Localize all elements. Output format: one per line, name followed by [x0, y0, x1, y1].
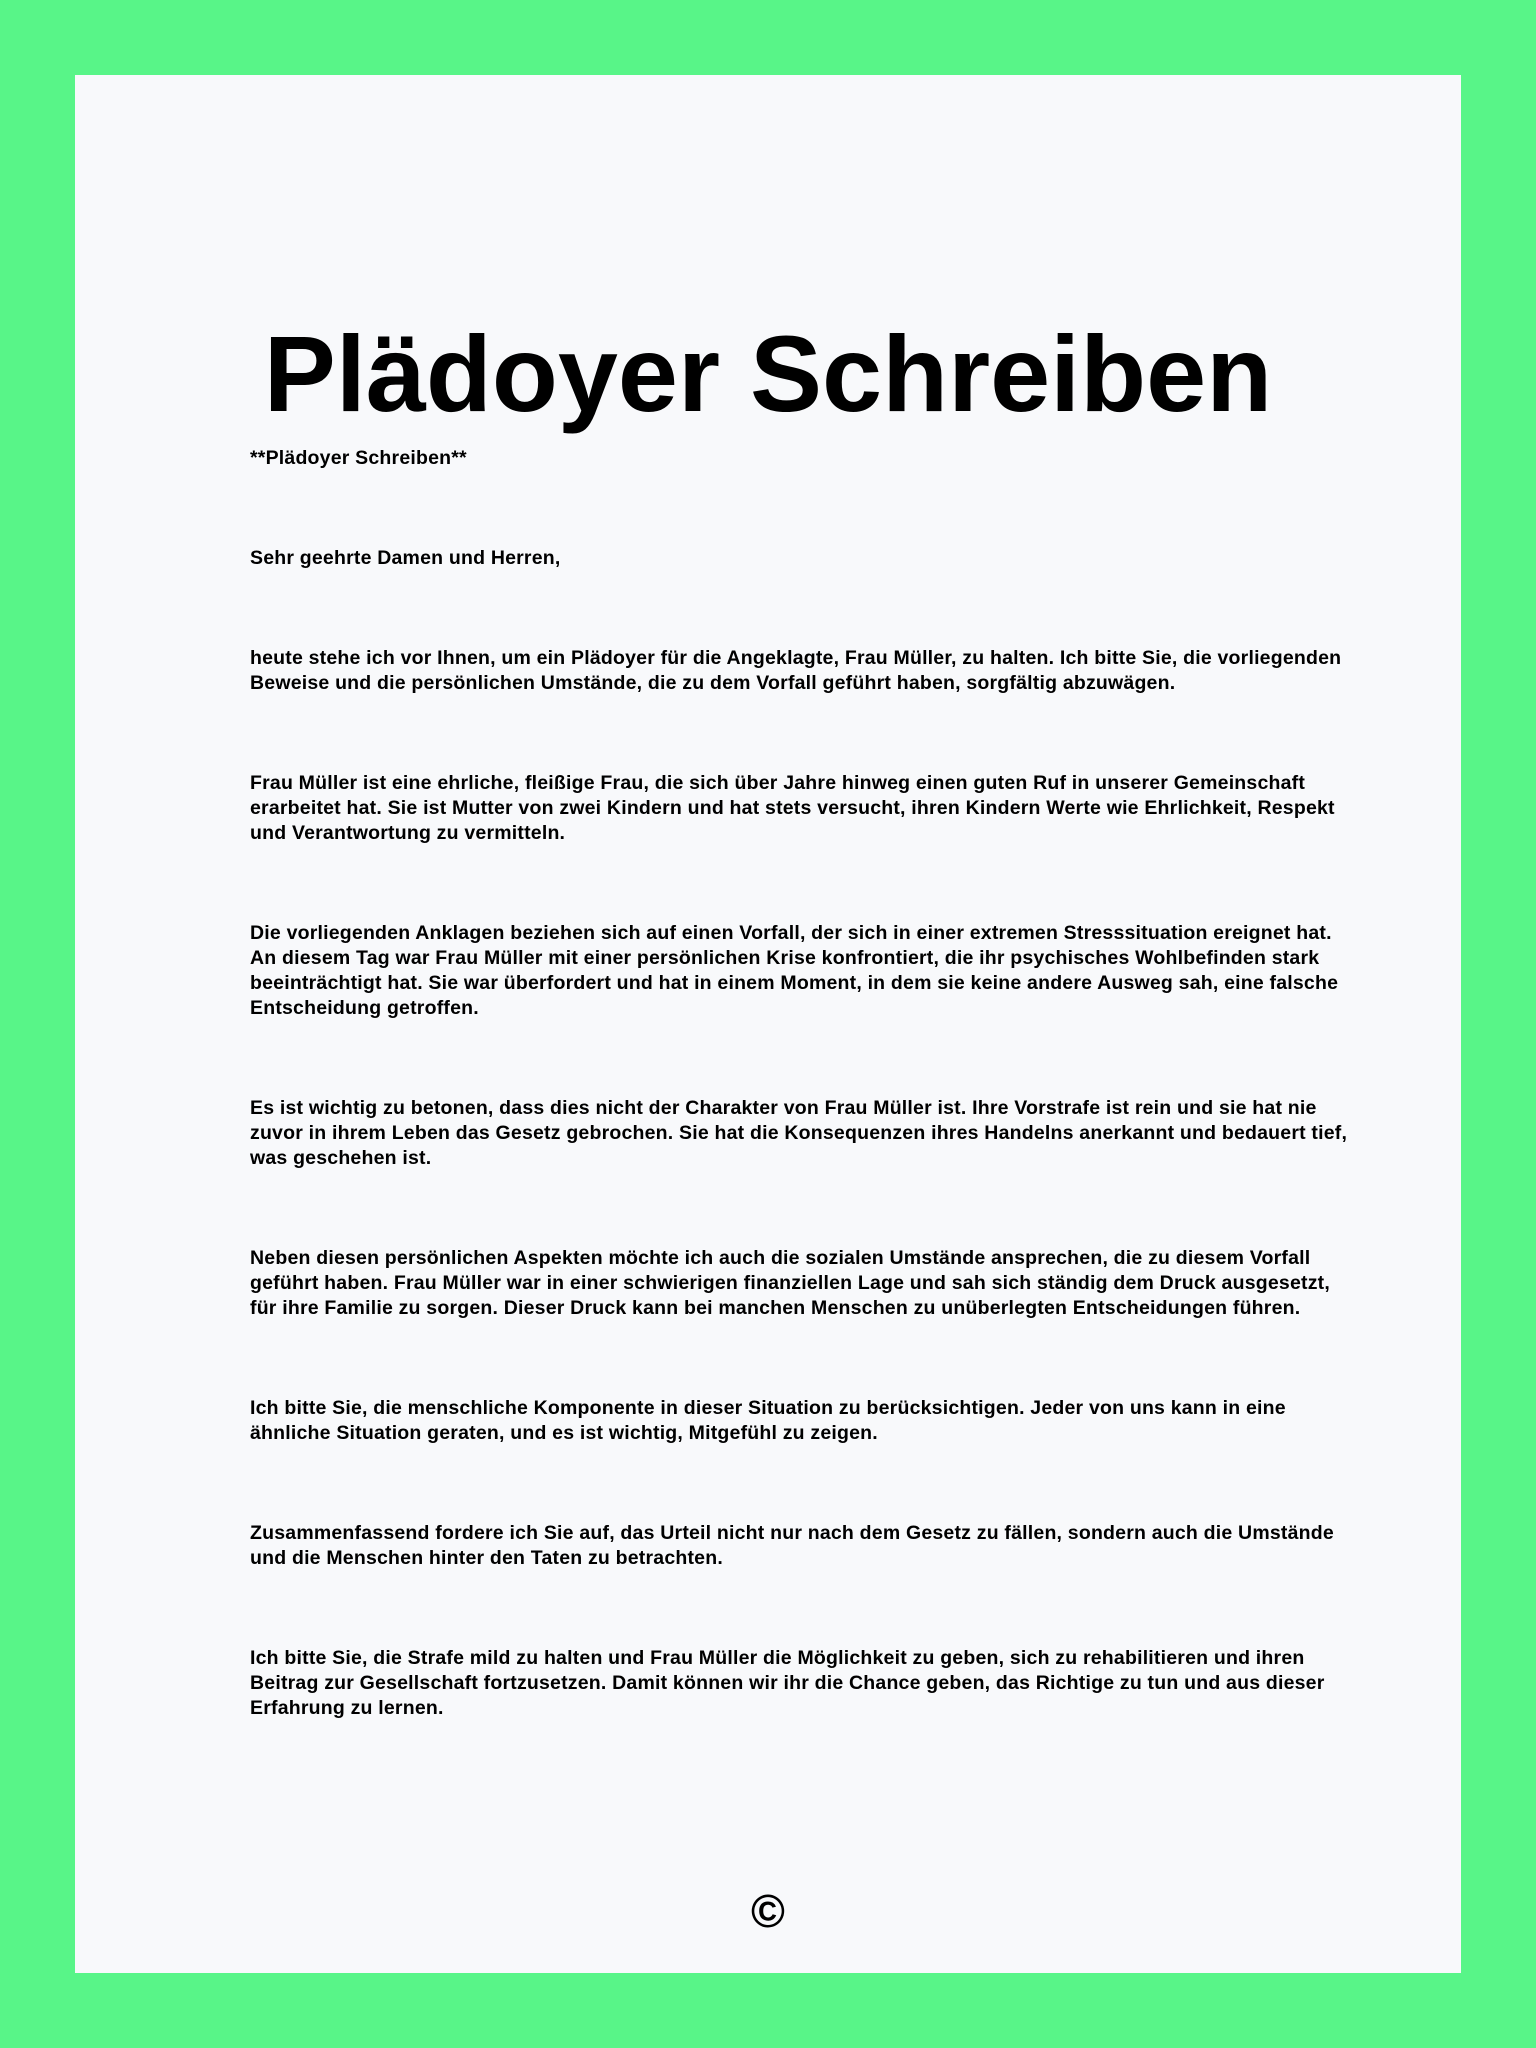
paragraph-social-circumstances: Neben diesen persönlichen Aspekten möchte ich auch die sozialen Umstände ansprechen, die zu diesem Vorfall geführt haben. Frau Müller war in einer schwierigen finanziellen Lage und sah sich ständig dem Druck ausgesetzt, für ihre Familie zu sorgen. Dieser Druck kann bei manchen Menschen zu unüberlegten Entscheidungen führen. [250, 1247, 1330, 1319]
paragraph-record: Es ist wichtig zu betonen, dass dies nicht der Charakter von Frau Müller ist. Ihre Vorstrafe ist rein und sie hat nie zuvor in ihrem Leben das Gesetz gebrochen. Sie hat die Konsequenzen ihres Handelns anerkannt und bedauert tief, was geschehen ist. [250, 1097, 1348, 1169]
page-title: Plädoyer Schreiben [263, 313, 1273, 434]
paragraph-human-component: Ich bitte Sie, die menschliche Komponente in dieser Situation zu berücksichtigen. Jeder von uns kann in eine ähnliche Situation geraten, und es ist wichtig, Mitgefühl zu zeigen. [250, 1397, 1286, 1444]
paragraph-summary: Zusammenfassend fordere ich Sie auf, das Urteil nicht nur nach dem Gesetz zu fällen, sondern auch die Umstände und die Menschen hinter den Taten zu betrachten. [250, 1522, 1334, 1569]
paragraph-character: Frau Müller ist eine ehrliche, fleißige Frau, die sich über Jahre hinweg einen guten Ruf in unserer Gemeinschaft erarbeitet hat. Sie ist Mutter von zwei Kindern und hat stets versucht, ihren Kindern Werte wie Ehrlichkeit, Respekt und Verantwortung zu vermitteln. [250, 772, 1335, 844]
paragraph-salutation: Sehr geehrte Damen und Herren, [250, 547, 561, 569]
document-page [75, 75, 1461, 1973]
copyright-icon: © [751, 1885, 785, 1937]
paragraph-heading: **Plädoyer Schreiben** [250, 447, 467, 469]
paragraph-incident: Die vorliegenden Anklagen beziehen sich auf einen Vorfall, der sich in einer extremen Stresssituation ereignet hat. An diesem Tag war Frau Müller mit einer persönlichen Krise konfrontiert, die ihr psychisches Wohlbefinden stark beeinträchtigt hat. Sie war überfordert und hat in einem Moment, in dem sie keine andere Ausweg sah, eine falsche Entscheidung getroffen. [250, 922, 1339, 1019]
paragraph-closing-request: Ich bitte Sie, die Strafe mild zu halten und Frau Müller die Möglichkeit zu geben, sich zu rehabilitieren und ihren Beitrag zur Gesellschaft fortzusetzen. Damit können wir ihr die Chance geben, das Richtige zu tun und aus dieser Erfahrung zu lernen. [250, 1647, 1325, 1719]
document-body [250, 446, 1360, 1721]
paragraph-introduction: heute stehe ich vor Ihnen, um ein Plädoyer für die Angeklagte, Frau Müller, zu halten. Ich bitte Sie, die vorliegenden Beweise und die persönlichen Umstände, die zu dem Vorfall geführt haben, sorgfältig abzuwägen. [250, 647, 1342, 694]
